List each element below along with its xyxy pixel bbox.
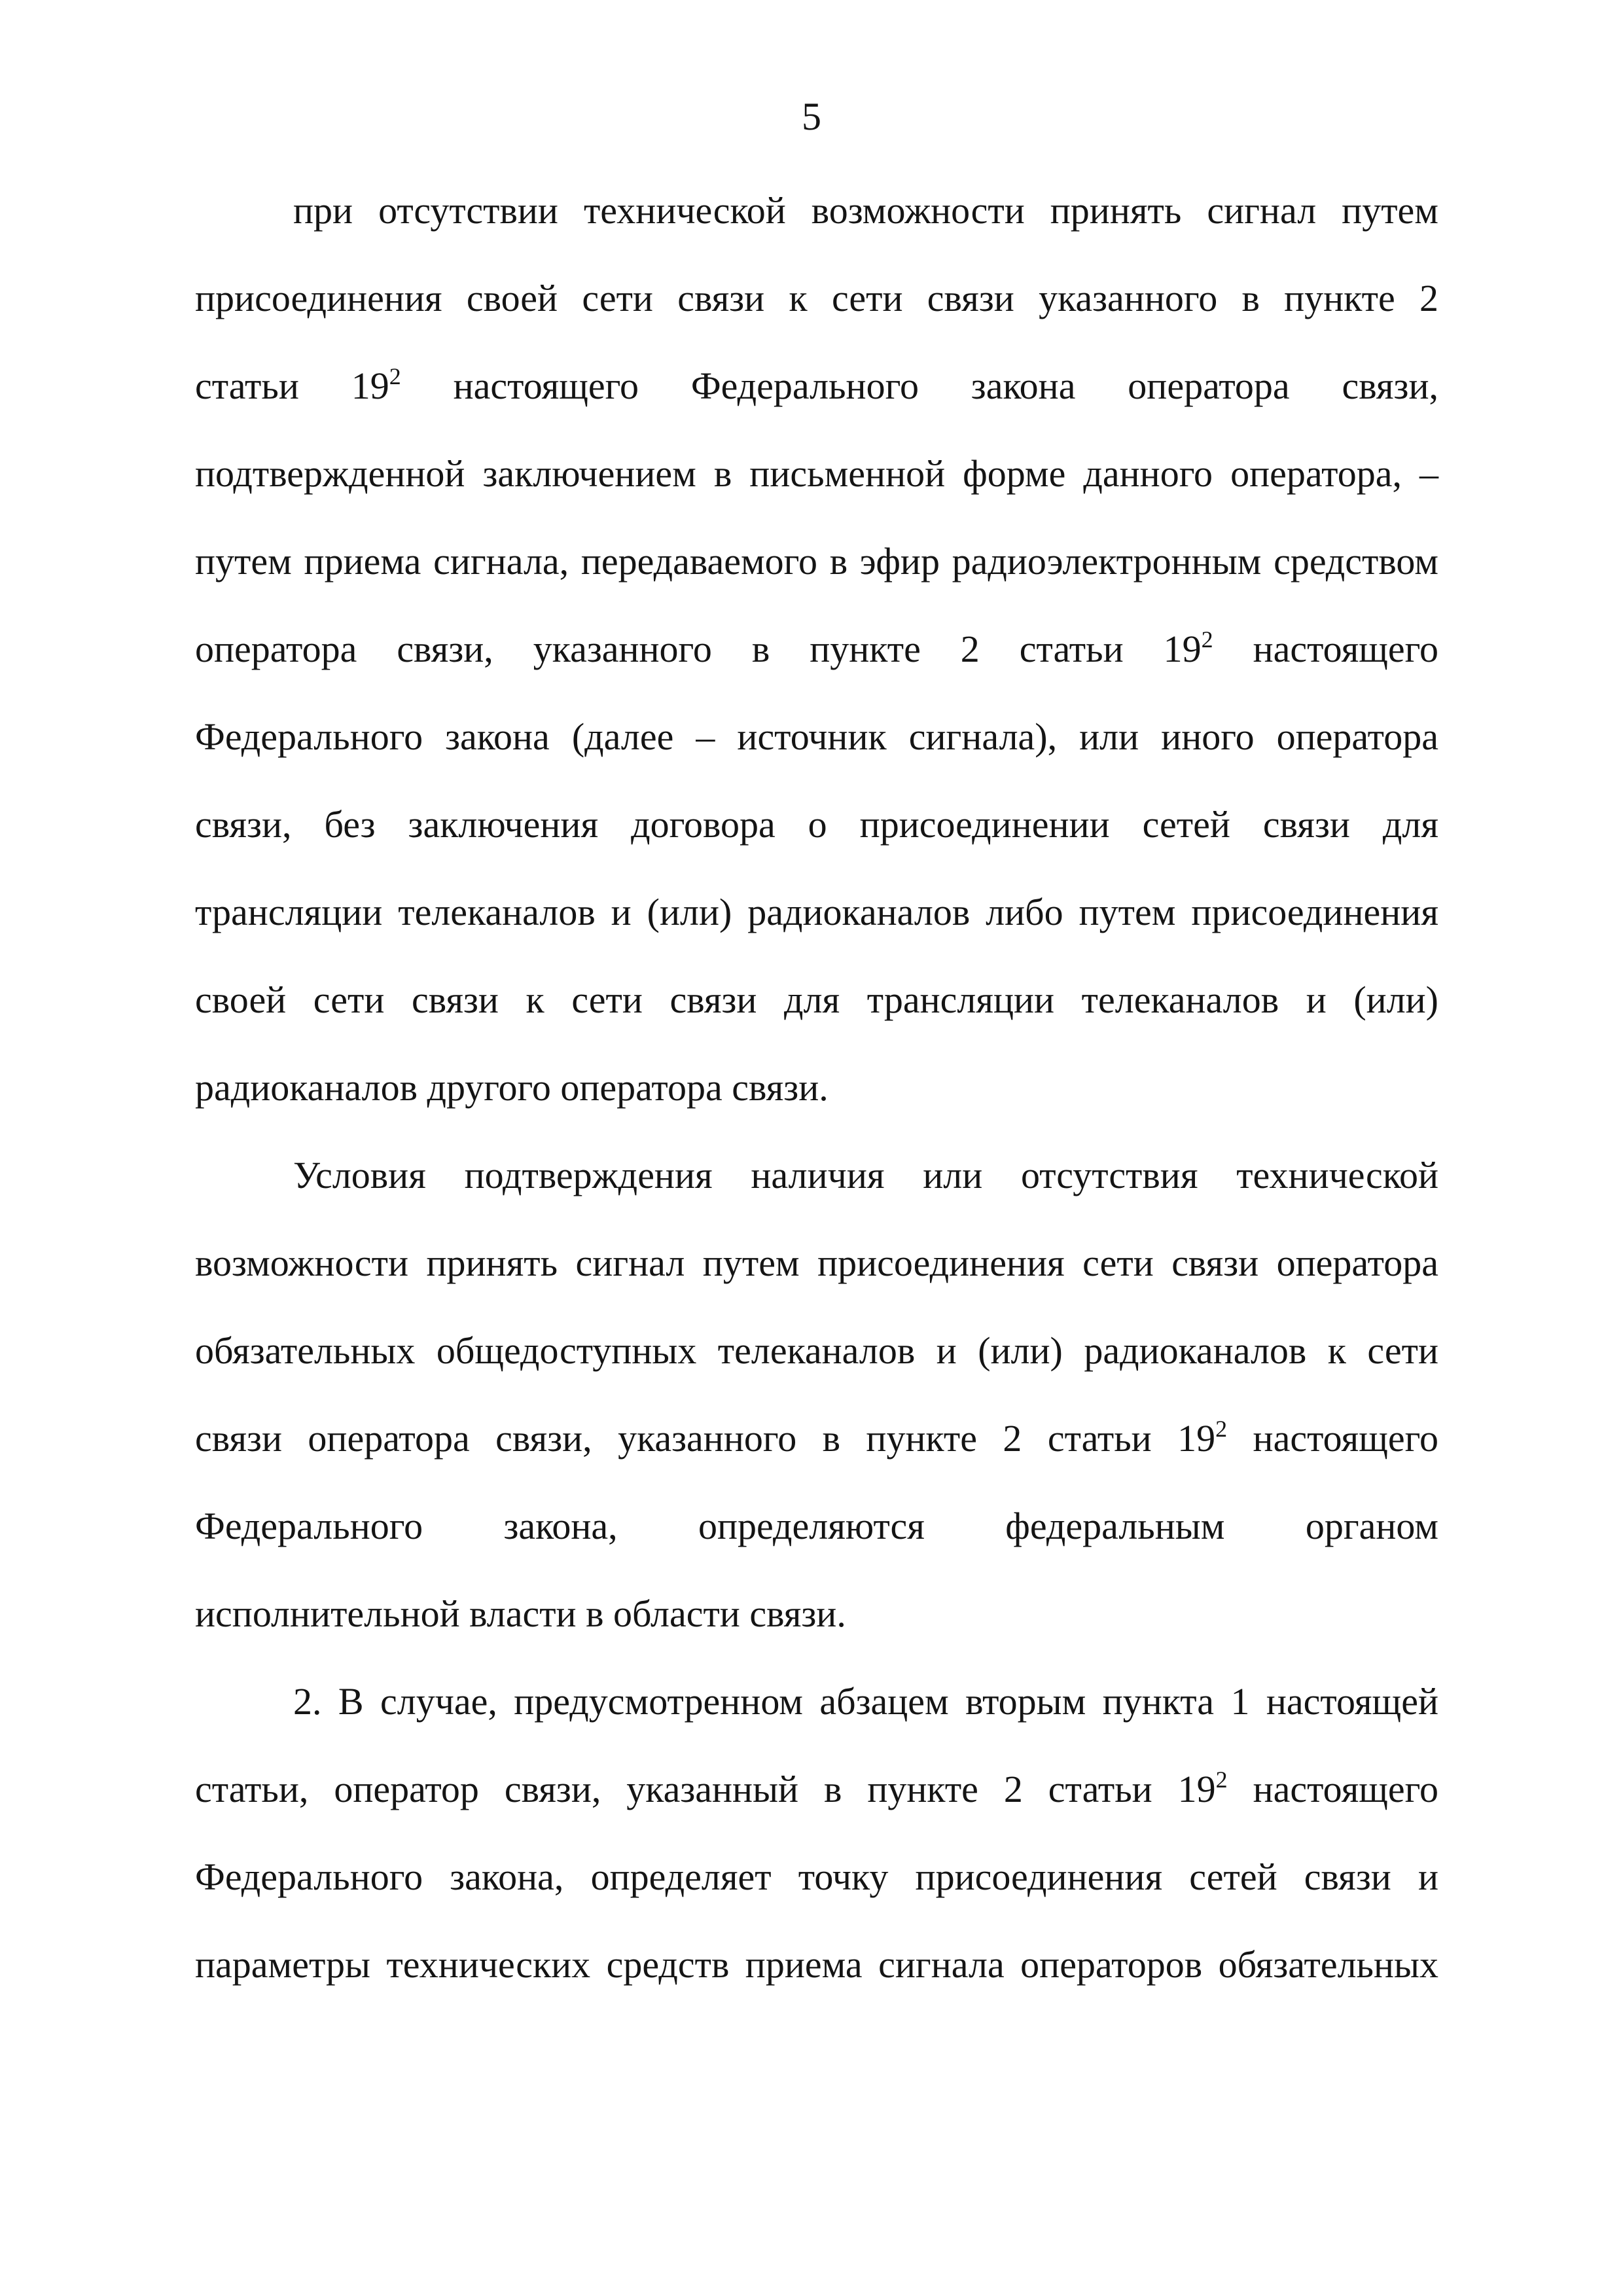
superscript: 2 <box>389 363 401 389</box>
text-line: возможности принять сигнал путем присоединения сети связи оператора <box>195 1242 1438 1284</box>
superscript: 2 <box>1215 1416 1228 1442</box>
text-line: связи оператора связи, указанного в пункте 2 статьи $19^2$ настоящего <box>195 1416 1438 1460</box>
text-line: связи, без заключения договора о присоединении сетей связи для <box>195 803 1438 846</box>
text-line: 2. В случае, предусмотренном абзацем вторым пункта 1 настоящей <box>293 1680 1438 1723</box>
text-line: статьи, оператор связи, указанный в пункте 2 статьи $19^2$ настоящего <box>195 1767 1438 1810</box>
superscript: 2 <box>1215 1767 1228 1793</box>
text-line: присоединения своей сети связи к сети связи указанного в пункте 2 <box>195 277 1438 319</box>
text-line: Федерального закона, определяет точку присоединения сетей связи и <box>195 1856 1438 1898</box>
superscript: 2 <box>1201 626 1213 653</box>
text-line: своей сети связи к сети связи для трансляции телеканалов и (или) <box>195 978 1438 1021</box>
text-line: Условия подтверждения наличия или отсутствия технической <box>293 1154 1438 1196</box>
text-line: радиоканалов другого оператора связи. <box>195 1066 829 1109</box>
text-line: статьи $19^2$ настоящего Федерального закона оператора связи, <box>195 363 1438 407</box>
text-line: Федерального закона, определяются федеральным органом <box>195 1505 1438 1547</box>
text-line: оператора связи, указанного в пункте 2 статьи $19^2$ настоящего <box>195 626 1438 670</box>
page-number: 5 <box>802 95 821 138</box>
text-line: путем приема сигнала, передаваемого в эфир радиоэлектронным средством <box>195 540 1438 583</box>
text-line: Федерального закона (далее – источник сигнала), или иного оператора <box>195 715 1438 758</box>
text-line: исполнительной власти в области связи. <box>195 1592 846 1635</box>
text-line: трансляции телеканалов и (или) радиоканалов либо путем присоединения <box>195 891 1438 933</box>
text-line: параметры технических средств приема сигнала операторов обязательных <box>195 1943 1438 1986</box>
text-line: при отсутствии технической возможности принять сигнал путем <box>293 189 1438 232</box>
text-line: обязательных общедоступных телеканалов и (или) радиоканалов к сети <box>195 1329 1438 1372</box>
text-line: подтвержденной заключением в письменной форме данного оператора, – <box>195 452 1438 495</box>
